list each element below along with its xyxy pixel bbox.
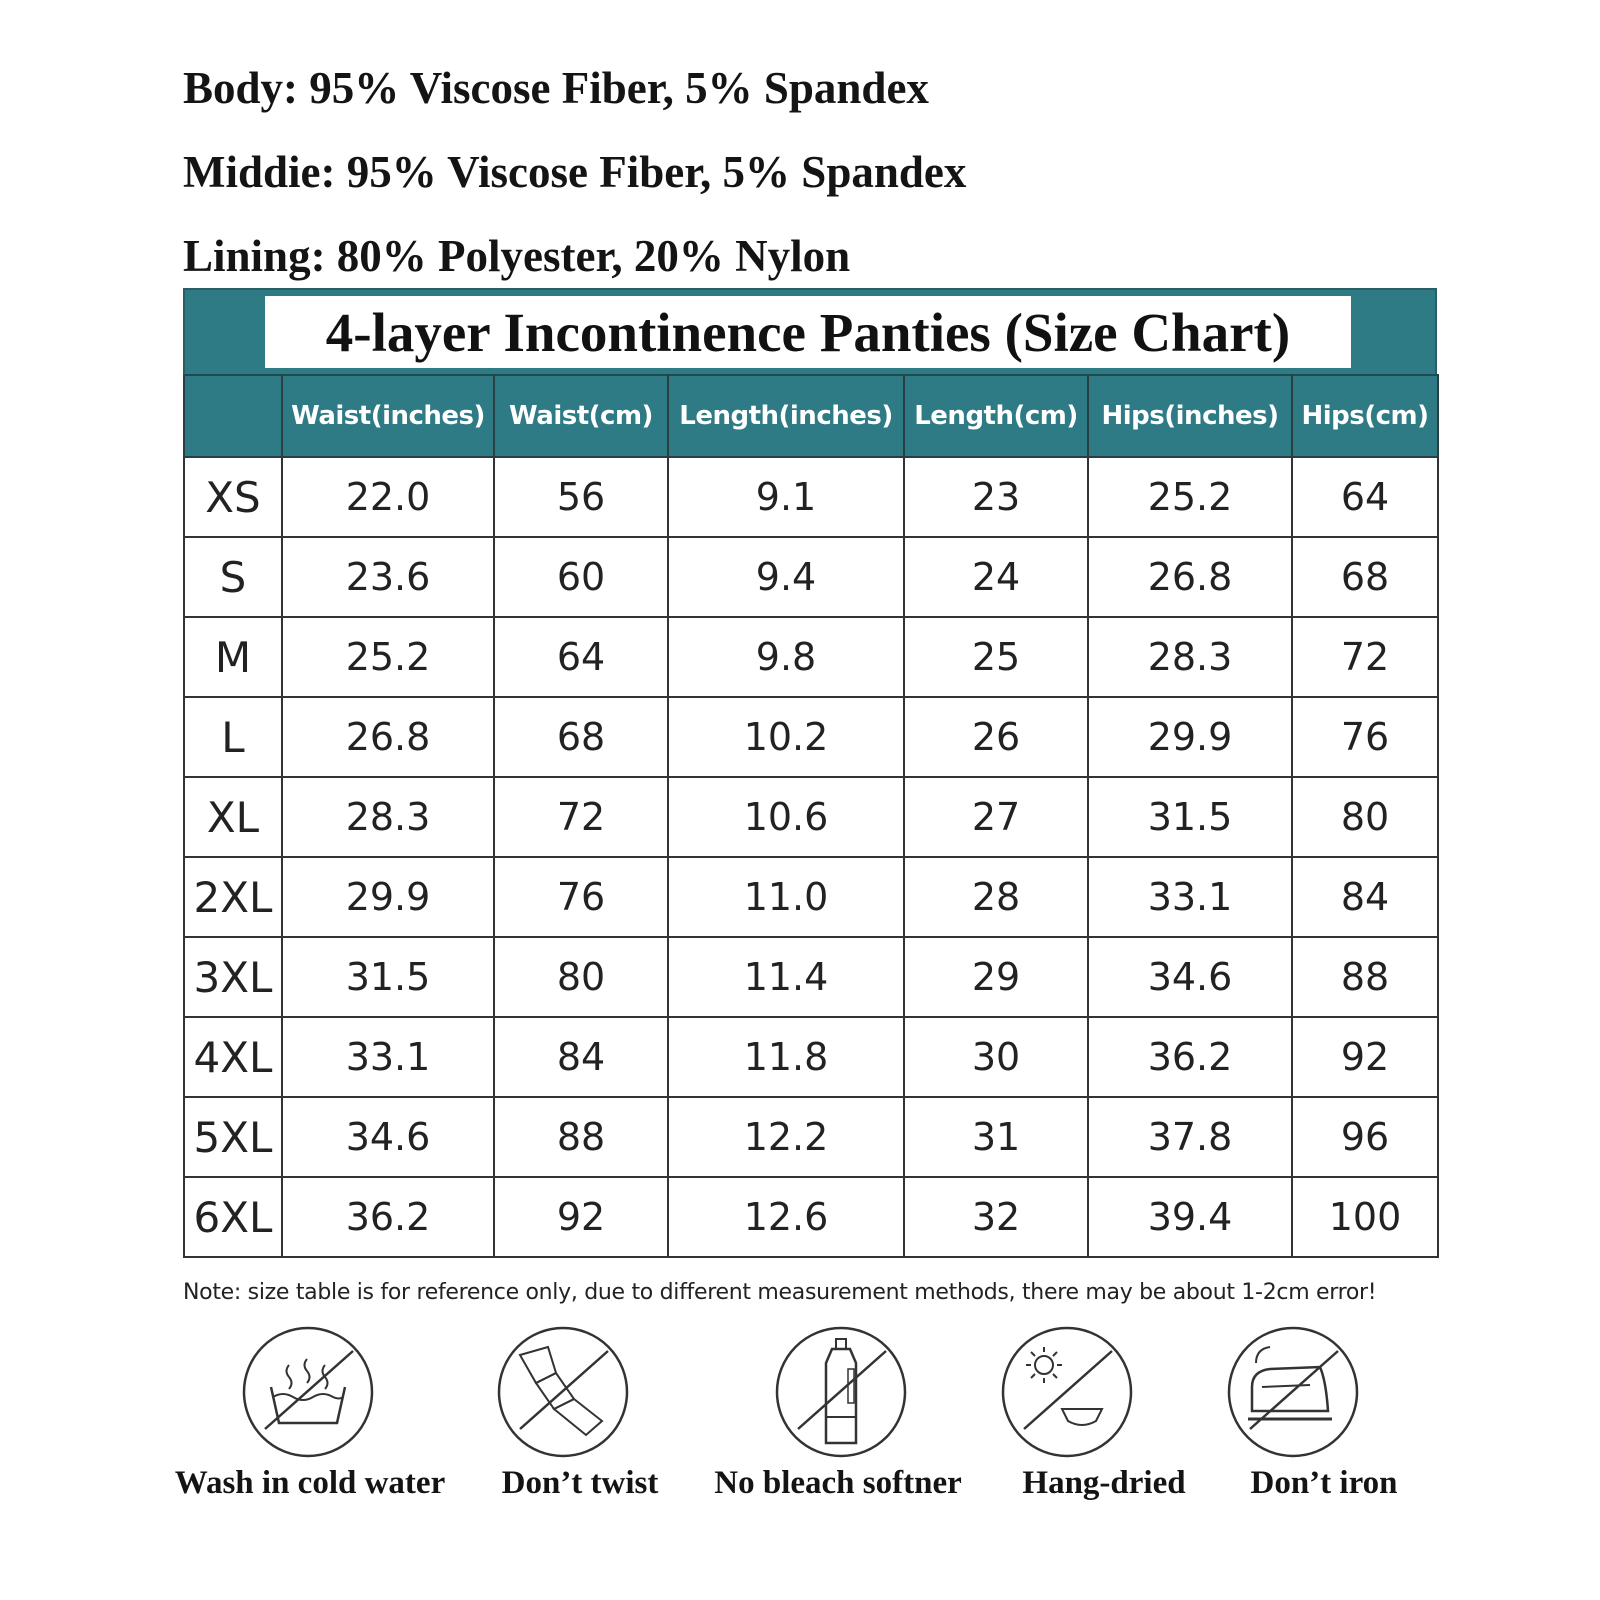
care-label-twist: Don’t twist bbox=[501, 1465, 659, 1501]
table-cell: 88 bbox=[1292, 937, 1438, 1017]
column-header: Length(cm) bbox=[904, 375, 1088, 457]
table-cell: 72 bbox=[494, 777, 668, 857]
column-header: Waist(cm) bbox=[494, 375, 668, 457]
size-label: L bbox=[184, 697, 282, 777]
column-header: Waist(inches) bbox=[282, 375, 494, 457]
table-cell: 12.6 bbox=[668, 1177, 904, 1257]
size-label: 5XL bbox=[184, 1097, 282, 1177]
table-cell: 31 bbox=[904, 1097, 1088, 1177]
table-cell: 25 bbox=[904, 617, 1088, 697]
size-table bbox=[183, 374, 1439, 1258]
table-row bbox=[184, 857, 1438, 937]
table-cell: 39.4 bbox=[1088, 1177, 1292, 1257]
table-cell: 12.2 bbox=[668, 1097, 904, 1177]
table-cell: 100 bbox=[1292, 1177, 1438, 1257]
table-cell: 22.0 bbox=[282, 457, 494, 537]
table-cell: 64 bbox=[494, 617, 668, 697]
table-cell: 11.0 bbox=[668, 857, 904, 937]
table-cell: 32 bbox=[904, 1177, 1088, 1257]
table-cell: 84 bbox=[1292, 857, 1438, 937]
table-cell: 11.4 bbox=[668, 937, 904, 1017]
table-cell: 33.1 bbox=[282, 1017, 494, 1097]
table-cell: 36.2 bbox=[282, 1177, 494, 1257]
no-twist-icon bbox=[496, 1325, 630, 1459]
table-cell: 34.6 bbox=[282, 1097, 494, 1177]
table-cell: 29 bbox=[904, 937, 1088, 1017]
measurement-note: Note: size table is for reference only, due to different measurement methods, there may be about 1-2cm error! bbox=[183, 1280, 1377, 1305]
table-cell: 24 bbox=[904, 537, 1088, 617]
care-label-hang-dry: Hang-dried bbox=[1022, 1465, 1186, 1501]
table-cell: 36.2 bbox=[1088, 1017, 1292, 1097]
table-header-row bbox=[184, 375, 1438, 457]
table-cell: 30 bbox=[904, 1017, 1088, 1097]
table-cell: 11.8 bbox=[668, 1017, 904, 1097]
size-label: 3XL bbox=[184, 937, 282, 1017]
table-cell: 9.1 bbox=[668, 457, 904, 537]
table-cell: 25.2 bbox=[282, 617, 494, 697]
column-header: Hips(inches) bbox=[1088, 375, 1292, 457]
table-cell: 29.9 bbox=[1088, 697, 1292, 777]
material-middle: Middie: 95% Viscose Fiber, 5% Spandex bbox=[183, 147, 967, 197]
table-cell: 28 bbox=[904, 857, 1088, 937]
size-chart bbox=[183, 288, 1437, 1258]
size-chart-title-bar bbox=[183, 288, 1437, 374]
table-cell: 96 bbox=[1292, 1097, 1438, 1177]
size-chart-title-box bbox=[265, 296, 1351, 368]
table-row bbox=[184, 697, 1438, 777]
table-cell: 9.4 bbox=[668, 537, 904, 617]
size-label: M bbox=[184, 617, 282, 697]
table-cell: 37.8 bbox=[1088, 1097, 1292, 1177]
table-cell: 31.5 bbox=[282, 937, 494, 1017]
table-cell: 72 bbox=[1292, 617, 1438, 697]
table-cell: 56 bbox=[494, 457, 668, 537]
table-cell: 76 bbox=[494, 857, 668, 937]
table-cell: 80 bbox=[1292, 777, 1438, 857]
wash-cold-water-icon bbox=[241, 1325, 375, 1459]
table-cell: 68 bbox=[1292, 537, 1438, 617]
table-cell: 84 bbox=[494, 1017, 668, 1097]
size-label: 6XL bbox=[184, 1177, 282, 1257]
table-cell: 31.5 bbox=[1088, 777, 1292, 857]
table-row bbox=[184, 617, 1438, 697]
column-header: Hips(cm) bbox=[1292, 375, 1438, 457]
size-label: 4XL bbox=[184, 1017, 282, 1097]
table-cell: 23 bbox=[904, 457, 1088, 537]
table-cell: 9.8 bbox=[668, 617, 904, 697]
table-row bbox=[184, 1017, 1438, 1097]
no-iron-icon bbox=[1226, 1325, 1360, 1459]
column-header bbox=[184, 375, 282, 457]
table-cell: 60 bbox=[494, 537, 668, 617]
table-cell: 29.9 bbox=[282, 857, 494, 937]
table-row bbox=[184, 537, 1438, 617]
table-cell: 34.6 bbox=[1088, 937, 1292, 1017]
table-row bbox=[184, 937, 1438, 1017]
care-label-iron: Don’t iron bbox=[1250, 1465, 1398, 1501]
table-row bbox=[184, 1097, 1438, 1177]
size-label: 2XL bbox=[184, 857, 282, 937]
size-label: XS bbox=[184, 457, 282, 537]
table-cell: 23.6 bbox=[282, 537, 494, 617]
care-label-bleach: No bleach softner bbox=[714, 1465, 962, 1501]
table-cell: 33.1 bbox=[1088, 857, 1292, 937]
material-body: Body: 95% Viscose Fiber, 5% Spandex bbox=[183, 63, 929, 113]
table-cell: 28.3 bbox=[1088, 617, 1292, 697]
column-header: Length(inches) bbox=[668, 375, 904, 457]
size-label: XL bbox=[184, 777, 282, 857]
table-cell: 92 bbox=[494, 1177, 668, 1257]
care-label-wash: Wash in cold water bbox=[174, 1465, 446, 1501]
size-chart-title: 4-layer Incontinence Panties (Size Chart) bbox=[325, 301, 1291, 363]
table-row bbox=[184, 457, 1438, 537]
material-composition bbox=[183, 46, 966, 298]
no-bleach-icon bbox=[774, 1325, 908, 1459]
table-cell: 92 bbox=[1292, 1017, 1438, 1097]
table-cell: 76 bbox=[1292, 697, 1438, 777]
hang-dry-icon bbox=[1000, 1325, 1134, 1459]
size-label: S bbox=[184, 537, 282, 617]
table-cell: 68 bbox=[494, 697, 668, 777]
table-row bbox=[184, 777, 1438, 857]
table-row bbox=[184, 1177, 1438, 1257]
table-cell: 64 bbox=[1292, 457, 1438, 537]
table-cell: 10.2 bbox=[668, 697, 904, 777]
table-cell: 26.8 bbox=[1088, 537, 1292, 617]
material-lining: Lining: 80% Polyester, 20% Nylon bbox=[183, 231, 851, 281]
table-cell: 25.2 bbox=[1088, 457, 1292, 537]
table-cell: 80 bbox=[494, 937, 668, 1017]
table-cell: 26 bbox=[904, 697, 1088, 777]
table-cell: 26.8 bbox=[282, 697, 494, 777]
table-cell: 28.3 bbox=[282, 777, 494, 857]
table-cell: 88 bbox=[494, 1097, 668, 1177]
table-cell: 27 bbox=[904, 777, 1088, 857]
table-cell: 10.6 bbox=[668, 777, 904, 857]
